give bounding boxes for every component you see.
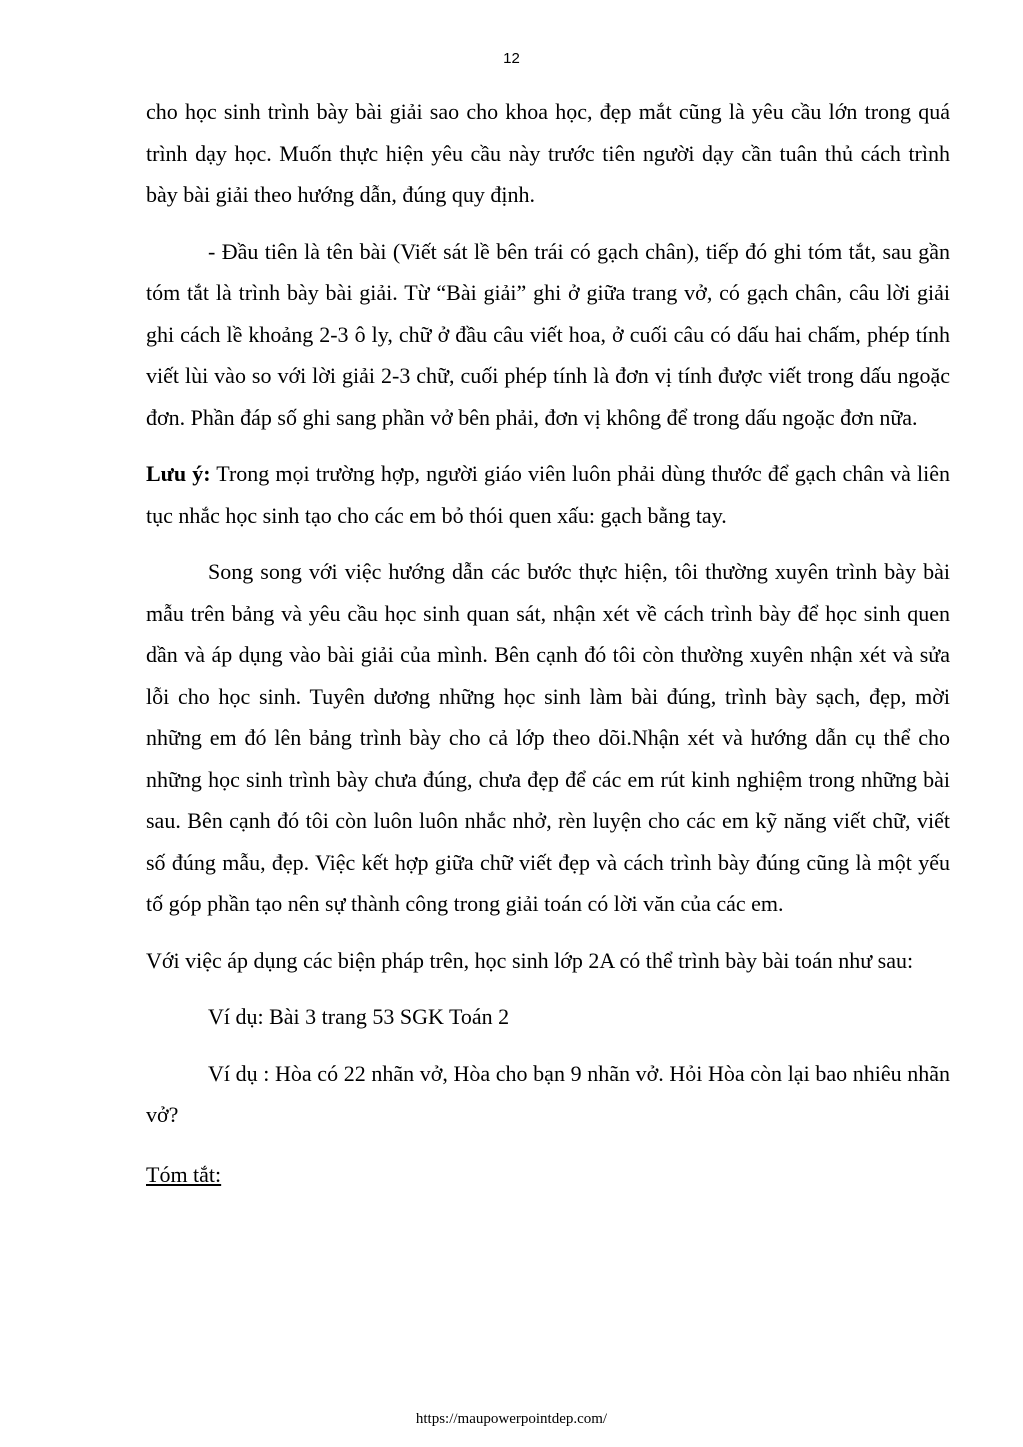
page-number: 12: [503, 50, 520, 67]
footer-url: https://maupowerpointdep.com/: [415, 1411, 608, 1427]
summary-heading: [146, 1154, 950, 1196]
paragraph-intro: cho học sinh trình bày bài giải sao cho khoa học, đẹp mắt cũng là yêu cầu lớn trong quá trình dạy học. Muốn thực hiện yêu cầu này trước tiên người dạy cần tuân thủ cách trình bày bài giải theo hướng dẫn, đúng quy định.: [146, 99, 950, 207]
note-text: Trong mọi trường hợp, người giáo viên luôn phải dùng thước để gạch chân và liên tục nhắc học sinh tạo cho các em bỏ thói quen xấu: gạch bằng tay.: [146, 461, 951, 528]
note-label: Lưu ý:: [146, 461, 211, 486]
example-reference: Ví dụ: Bài 3 trang 53 SGK Toán 2: [208, 1004, 510, 1029]
paragraph-teaching-practice: Song song với việc hướng dẫn các bước thực hiện, tôi thường xuyên trình bày bài mẫu trên bảng và yêu cầu học sinh quan sát, nhận xét về cách trình bày để học sinh quen dần và áp dụng vào bài giải của mình. Bên cạnh đó tôi còn thường xuyên nhận xét và sửa lỗi cho học sinh. Tuyên dương những học sinh làm bài đúng, trình bày sạch, đẹp, mời những em đó lên bảng trình bày cho cả lớp theo dõi.Nhận xét và hướng dẫn cụ thể cho những học sinh trình bày chưa đúng, chưa đẹp để các em rút kinh nghiệm trong những bài sau. Bên cạnh đó tôi còn luôn luôn nhắc nhở, rèn luyện cho các em kỹ năng viết chữ, viết số đúng mẫu, đẹp. Việc kết hợp giữa chữ viết đẹp và cách trình bày đúng cũng là một yếu tố góp phần tạo nên sự thành công trong giải toán có lời văn của các em.: [146, 559, 950, 916]
document-body: [146, 91, 950, 1195]
paragraph-note: [146, 453, 950, 536]
paragraph-application: Với việc áp dụng các biện pháp trên, học sinh lớp 2A có thể trình bày bài toán như sau:: [146, 947, 914, 973]
example-problem: Ví dụ : Hòa có 22 nhãn vở, Hòa cho bạn 9 nhãn vở. Hỏi Hòa còn lại bao nhiêu nhãn vở?: [146, 1060, 950, 1127]
paragraph-layout-rules: - Đầu tiên là tên bài (Viết sát lề bên trái có gạch chân), tiếp đó ghi tóm tắt, sau gần tóm tắt là trình bày bài giải. Từ “Bài giải” ghi ở giữa trang vở, có gạch chân, câu lời giải ghi cách lề khoảng 2-3 ô ly, chữ ở đầu câu viết hoa, ở cuối câu có dấu hai chấm, phép tính viết lùi vào so với lời giải 2-3 chữ, cuối phép tính là đơn vị tính được viết trong dấu ngoặc đơn. Phần đáp số ghi sang phần vở bên phải, đơn vị không để trong dấu ngoặc đơn nữa.: [146, 238, 950, 430]
summary-heading-text: Tóm tắt:: [146, 1161, 222, 1187]
